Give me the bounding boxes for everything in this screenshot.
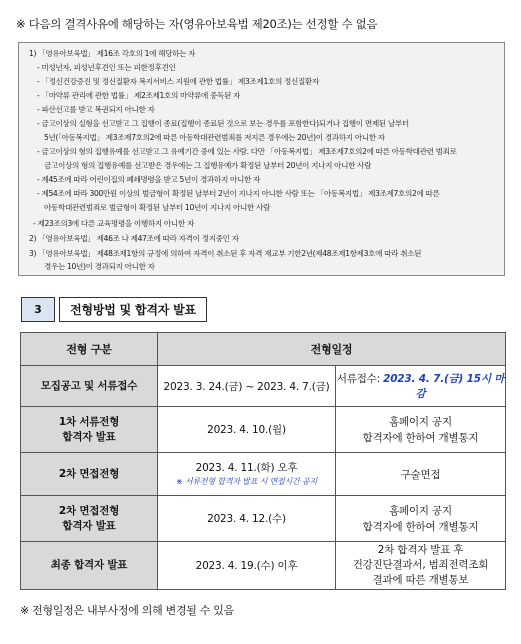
section-title: 전형방법 및 합격자 발표 <box>59 297 207 322</box>
schedule-table <box>20 332 506 590</box>
table-header-row <box>21 333 506 366</box>
table-row <box>21 453 506 496</box>
stage-cell: 모집공고 및 서류접수 <box>21 366 158 407</box>
table-row <box>21 366 506 407</box>
remark-line: 홈페이지 공지 <box>389 415 452 428</box>
list-line: 금고이상의 형의 집행유예를 선고받은 경우에는 그 집행유예가 확정된 날부터 20년이 지나지 아니한 사람 <box>44 161 372 170</box>
remark-cell: 구술면접 <box>336 453 506 496</box>
stage-line: 1차 서류전형 <box>58 415 120 428</box>
remark-line: 건강진단결과서, 범죄전력조회 <box>352 559 489 571</box>
remark-prefix: 서류접수: <box>336 373 384 385</box>
date-cell: 2023. 4. 12.(수) <box>158 496 336 542</box>
list-line: 5년(「아동복지법」 제3조제7호의2에 따른 아동학대관련범죄를 저지른 경우에는 20년)이 경과하지 아니한 자 <box>44 133 385 142</box>
list-line: - 파산선고를 받고 복권되지 아니한 자 <box>37 105 155 114</box>
list-line: 2) 「영유아보육법」 제46조 나 제47조에 따라 자격이 정지중인 자 <box>29 234 239 243</box>
list-line: 아동학대관련범죄로 벌금형이 확정된 날부터 10년이 지나지 아니한 사람 <box>44 203 270 212</box>
header-stage: 전형 구분 <box>21 333 158 366</box>
stage-line: 합격자 발표 <box>62 519 116 532</box>
stage-cell: 2차 면접전형 <box>21 453 158 496</box>
remark-line: 홈페이지 공지 <box>389 504 452 517</box>
remark-line: 합격자에 한하여 개별통지 <box>362 520 479 533</box>
remark-line: 합격자에 한하여 개별통지 <box>362 431 479 444</box>
remark-cell <box>336 366 506 407</box>
list-line: - 제23조의3에 다른 교육명령을 이행하지 아니한 자 <box>33 219 194 228</box>
stage-cell: 최종 합격자 발표 <box>21 542 158 590</box>
list-line: - 미성년자, 피성년후견인 또는 피한정후견인 <box>37 63 176 72</box>
disqualification-notice: ※ 다음의 결격사유에 해당하는 자(영유아보육법 제20조)는 선정할 수 없음 <box>16 17 378 31</box>
list-line: 1) 「영유아보육법」 제16조 각호의 1에 해당하는 자 <box>29 49 196 58</box>
date-cell <box>158 453 336 496</box>
schedule-change-notice: ※ 전형일정은 내부사정에 의해 변경될 수 있음 <box>20 604 234 617</box>
disqualification-list-box <box>18 42 505 276</box>
stage-cell <box>21 407 158 453</box>
stage-line: 합격자 발표 <box>62 430 116 443</box>
remark-cell <box>336 542 506 590</box>
section-number: 3 <box>21 297 55 322</box>
remark-cell <box>336 496 506 542</box>
interview-time-note: ※ 서류전형 합격자 발표 시 면접시간 공지 <box>175 477 317 486</box>
date-cell: 2023. 4. 10.(월) <box>158 407 336 453</box>
stage-line: 2차 면접전형 <box>58 504 120 517</box>
date-line: 2023. 4. 11.(화) 오후 <box>195 462 298 474</box>
list-line: - 「마약류 관리에 관한 법률」 제2조제1호의 마약류에 중독된 자 <box>37 91 241 100</box>
table-row <box>21 407 506 453</box>
date-cell: 2023. 3. 24.(금) ~ 2023. 4. 7.(금) <box>158 366 336 407</box>
list-line: - 금고이상의 실형을 선고받고 그 집행이 종료(집행이 종료된 것으로 보는 경우를 포함한다)되거나 집행이 면제된 날부터 <box>37 119 409 128</box>
list-line: 3) 「영유아보육법」 제48조제1항의 규정에 의하여 자격이 취소된 후 자격 재교부 기한2년(제48조제1항제3호에 따라 취소된 <box>29 249 422 258</box>
list-line: - 금고이상의 형의 집행유예를 선고받고 그 유예기간 중에 있는 사람. 다만 「아동복지법」 제3조제7호의2에 따른 아동학대관련 범죄로 <box>37 147 457 156</box>
table-row <box>21 496 506 542</box>
header-schedule: 전형일정 <box>158 333 506 366</box>
list-line: 경우는 10년)이 경과되지 아니한 자 <box>44 262 155 271</box>
remark-cell <box>336 407 506 453</box>
remark-line: 결과에 따른 개별통보 <box>372 574 469 586</box>
stage-cell <box>21 496 158 542</box>
list-line: - 제45조에 따라 어린이집의 폐쇄명령을 받고 5년이 경과하지 아니한 자 <box>37 175 261 184</box>
remark-line: 2차 합격자 발표 후 <box>377 544 464 556</box>
deadline-emphasis: 2023. 4. 7.(금) 15시 마감 <box>383 373 505 400</box>
list-line: - 제54조에 따라 300만원 이상의 벌금형이 확정된 날부터 2년이 지나지 아니한 사람 또는 「아동복지법」 제3조제7호의2에 따른 <box>37 189 440 198</box>
date-cell: 2023. 4. 19.(수) 이후 <box>158 542 336 590</box>
table-row <box>21 542 506 590</box>
list-line: - 「정신건강증진 및 정신질환자 복지서비스 지원에 관한 법률」 제3조제1호의 정신질환자 <box>37 77 319 86</box>
